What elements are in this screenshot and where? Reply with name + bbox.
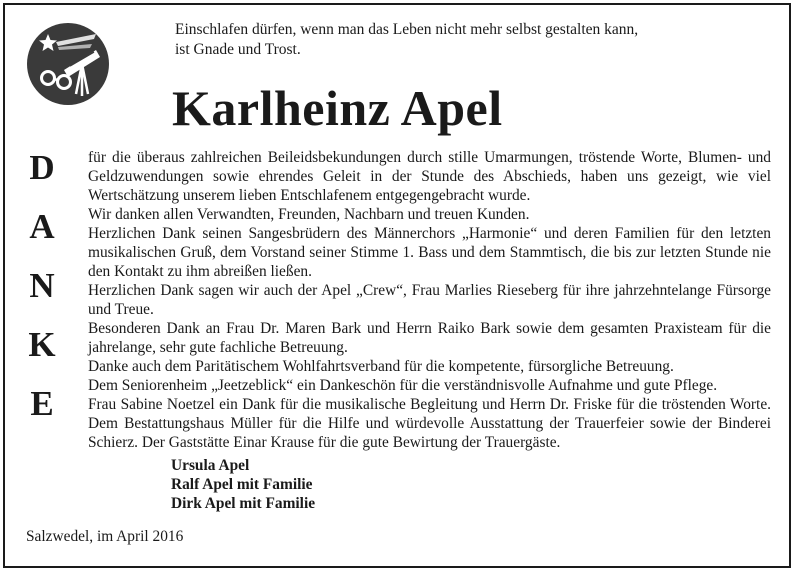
paragraph: für die überaus zahlreichen Beileidsbekundungen durch stille Umarmungen, tröstende Worte, Blumen- und Geldzuwendungen sowie ehrendes Geleit in der Stunde des Abschieds, haben uns gezeigt, wie viel Wertschätzung unserem lieben Entschlafenem entgegengebracht wurde. <box>88 149 771 204</box>
paragraph: Frau Sabine Noetzel ein Dank für die musikalische Begleitung und Herrn Dr. Friske für die tröstenden Worte. Dem Bestattungshaus Müller für die Hilfe und würdevolle Ausstattung der Trauerfeier sowie der Binderei Schierz. Der Gaststätte Einar Krause für die gute Bewirtung der Trauergäste. <box>88 396 771 451</box>
paragraph: Besonderen Dank an Frau Dr. Maren Bark und Herrn Raiko Bark sowie dem gesamten Praxisteam für die jahrelange, sehr gute fachliche Betreuung. <box>88 320 771 356</box>
danke-vertical <box>25 150 59 445</box>
thanks-text <box>88 148 771 452</box>
motto-line-2: ist Gnade und Trost. <box>175 41 301 58</box>
motto <box>175 20 735 60</box>
paragraph: Wir danken allen Verwandten, Freunden, Nachbarn und treuen Kunden. <box>88 206 530 223</box>
signer: Dirk Apel mit Familie <box>171 495 316 512</box>
signer: Ralf Apel mit Familie <box>171 476 313 493</box>
paragraph: Danke auch dem Paritätischem Wohlfahrtsverband für die kompetente, fürsorgliche Betreuung. <box>88 358 674 375</box>
paragraph: Herzlichen Dank seinen Sangesbrüdern des Männerchors „Harmonie“ und deren Familien für den letzten musikalischen Gruß, dem Vorstand seiner Stimme 1. Bass und dem Stammtisch, die bis zur letzten Stunde nie den Kontakt zu ihm abreißen ließen. <box>88 225 771 280</box>
motto-line-1: Einschlafen dürfen, wenn man das Leben nicht mehr selbst gestalten kann, <box>175 21 639 38</box>
place-date: Salzwedel, im April 2016 <box>26 528 184 545</box>
signer: Ursula Apel <box>171 457 250 474</box>
danke-letter: K <box>28 325 56 364</box>
deceased-name: Karlheinz Apel <box>172 80 503 136</box>
danke-letter: E <box>30 384 54 423</box>
paragraph: Herzlichen Dank sagen wir auch der Apel „Crew“, Frau Marlies Rieseberg für ihre jahrzehntelange Fürsorge und Treue. <box>88 282 771 318</box>
signers <box>171 456 315 513</box>
danke-letter: D <box>29 148 55 187</box>
danke-letter: A <box>29 207 55 246</box>
paragraph: Dem Seniorenheim „Jeetzeblick“ ein Dankeschön für die verständnisvolle Aufnahme und gute Pflege. <box>88 377 718 394</box>
telescope-emblem-icon <box>26 22 110 106</box>
danke-letter: N <box>29 266 55 305</box>
